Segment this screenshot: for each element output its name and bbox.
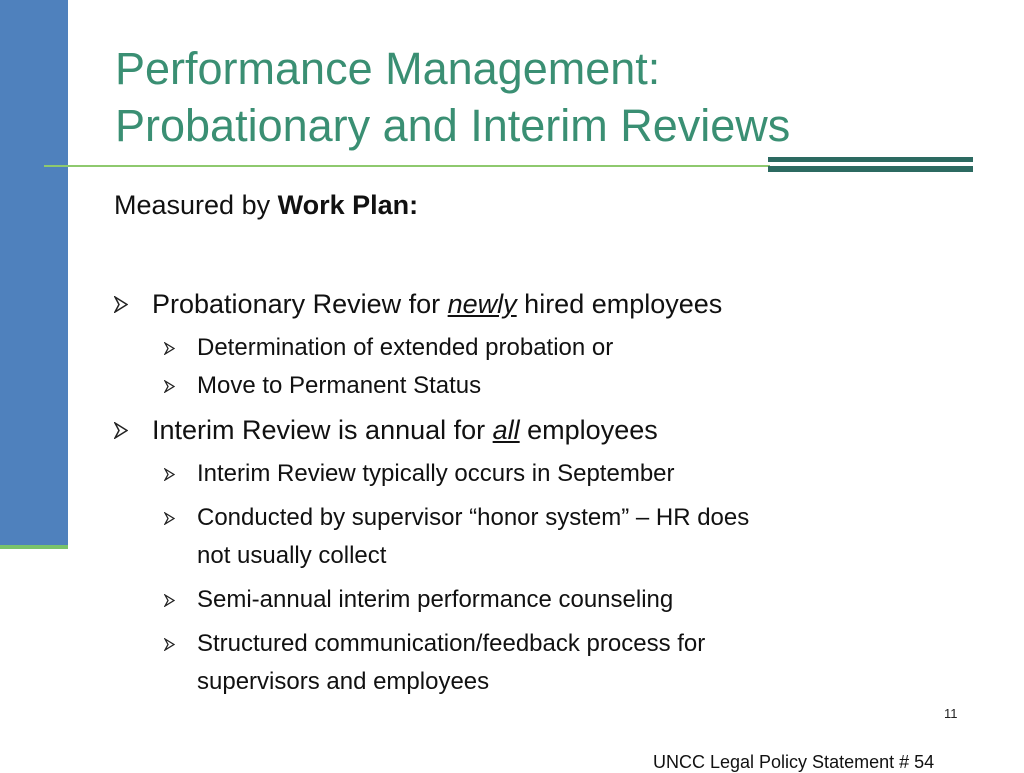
- bullet-text: employees: [519, 415, 658, 445]
- sub-bullet-text: Conducted by supervisor “honor system” – HR does: [197, 504, 750, 531]
- sub-bullet-text: Semi-annual interim performance counseling: [197, 586, 674, 613]
- arrow-bullet-icon: [164, 638, 175, 651]
- bullet-text: hired employees: [516, 289, 723, 319]
- sub-bullet-permanent-status: [114, 367, 954, 405]
- page-number: 11: [944, 706, 958, 721]
- sub-bullet-text: Interim Review typically occurs in September: [197, 460, 675, 487]
- sub-bullet-september: [114, 455, 954, 493]
- bullet-text: Interim Review is annual for: [152, 415, 493, 445]
- title-divider: [44, 165, 770, 167]
- title-line-2: Probationary and Interim Reviews: [115, 100, 791, 151]
- arrow-bullet-icon: [164, 512, 175, 525]
- arrow-bullet-icon: [164, 468, 175, 481]
- arrow-bullet-icon: [114, 296, 128, 313]
- sub-bullet-honor-system: [114, 499, 954, 575]
- bullet-emphasis: all: [492, 415, 520, 445]
- sub-bullet-counseling: [114, 581, 954, 619]
- left-accent-bar: [0, 0, 68, 545]
- subtitle: [114, 190, 418, 221]
- subtitle-bold: Work Plan:: [277, 190, 419, 220]
- bullet-text: Probationary Review for: [152, 289, 448, 319]
- arrow-bullet-icon: [164, 342, 175, 355]
- bullet-list: [114, 285, 954, 701]
- sub-bullet-text-continued: supervisors and employees: [197, 668, 490, 695]
- arrow-bullet-icon: [114, 422, 128, 439]
- footer-reference: UNCC Legal Policy Statement # 54: [653, 752, 935, 772]
- bullet-emphasis: newly: [447, 289, 517, 319]
- sub-bullet-extended-probation: [114, 329, 954, 367]
- accent-bars: [768, 157, 973, 176]
- sub-bullet-text: Determination of extended probation or: [197, 334, 614, 361]
- subtitle-prefix: Measured by: [114, 190, 278, 220]
- sub-bullet-feedback-process: [114, 625, 954, 701]
- title-line-1: Performance Management:: [115, 43, 661, 94]
- sub-bullet-text: Move to Permanent Status: [197, 372, 482, 399]
- arrow-bullet-icon: [164, 380, 175, 393]
- arrow-bullet-icon: [164, 594, 175, 607]
- accent-bar-bottom: [768, 166, 973, 172]
- bullet-interim-review: [114, 411, 954, 449]
- accent-bar-top: [768, 157, 973, 162]
- sub-bullet-text: Structured communication/feedback process for: [197, 630, 706, 657]
- bullet-probationary-review: [114, 285, 954, 323]
- sub-bullet-text-continued: not usually collect: [197, 542, 387, 569]
- slide-title: [115, 40, 995, 154]
- left-accent-underline: [0, 545, 68, 549]
